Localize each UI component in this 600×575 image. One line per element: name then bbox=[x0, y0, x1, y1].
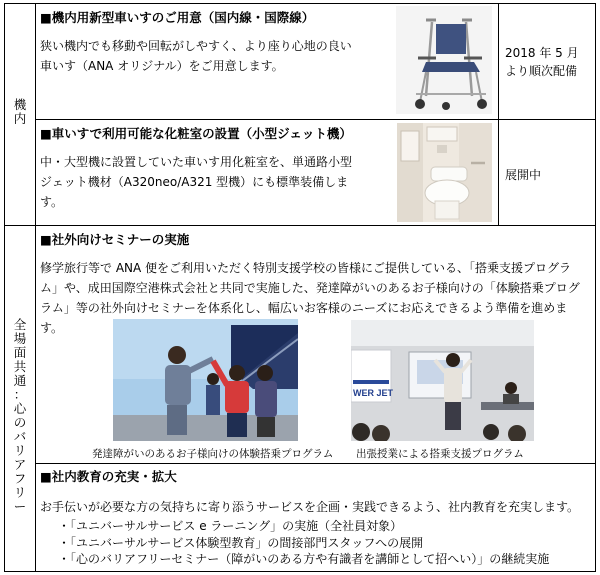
row-label-char: 機 bbox=[13, 97, 27, 112]
list-item: ・「ユニバーサルサービス e ラーニング」の実施（全社員対象） bbox=[58, 519, 403, 533]
education-body: お手伝いが必要な方の気持ちに寄り添うサービスを企画・実践できるよう、社内教育を充実します。 bbox=[40, 500, 580, 514]
row-label-char: ： bbox=[13, 387, 27, 402]
row-label-char: ー bbox=[13, 499, 27, 514]
status-column-divider bbox=[498, 3, 499, 225]
row-label-char: 共 bbox=[13, 359, 27, 374]
item-row-divider bbox=[35, 119, 596, 120]
row-label-char: リ bbox=[13, 485, 27, 500]
row-label-char: 場 bbox=[13, 331, 27, 346]
section-row-divider bbox=[4, 225, 596, 226]
item-body-lavatory: 中・大型機に設置していた車いす用化粧室を、単通路小型ジェット機材（A320neo/A321 型機）にも標準装備します。 bbox=[40, 155, 353, 209]
seminar-title: ■社外向けセミナーの実施 bbox=[40, 232, 190, 247]
banner-text: WER JET bbox=[353, 388, 394, 398]
row-label-char: フ bbox=[13, 471, 27, 486]
status-line: より順次配備 bbox=[505, 64, 578, 78]
row-label-char: リ bbox=[13, 443, 27, 458]
table-border-right bbox=[595, 3, 596, 572]
status-line: 2018 年 5 月 bbox=[505, 46, 579, 60]
subsection-row-divider bbox=[35, 463, 596, 464]
row-label-char: バ bbox=[13, 429, 27, 444]
education-title: ■社内教育の充実・拡大 bbox=[40, 469, 177, 484]
row-label-char: 内 bbox=[13, 111, 27, 126]
row-label-char: ア bbox=[13, 457, 27, 472]
list-item: ・「心のバリアフリーセミナー（障がいのある方や有識者を講師として招へい）」の継続実施 bbox=[58, 552, 550, 566]
row-label-char: 心 bbox=[13, 401, 27, 416]
wheelchair-photo bbox=[396, 6, 492, 114]
seminar-photo-left bbox=[113, 319, 298, 441]
item-title-lavatory: ■車いすで利用可能な化粧室の設置（小型ジェット機） bbox=[40, 126, 352, 141]
row-label-char: 面 bbox=[13, 345, 27, 360]
education-bullet-list bbox=[58, 518, 549, 568]
row-label-cabin bbox=[5, 98, 35, 126]
lavatory-photo bbox=[397, 123, 492, 222]
seminar-caption-left: 発達障がいのあるお子様向けの体験搭乗プログラム bbox=[92, 448, 334, 460]
seminar-caption-right: 出張授業による搭乗支援プログラム bbox=[356, 448, 524, 460]
status-line: 展開中 bbox=[505, 168, 542, 182]
item-status-wheelchair bbox=[505, 44, 593, 80]
row-label-char: の bbox=[13, 415, 27, 430]
row-label-char: 全 bbox=[13, 317, 27, 332]
item-title-wheelchair: ■機内用新型車いすのご用意（国内線・国際線） bbox=[40, 10, 315, 25]
item-status-lavatory bbox=[505, 166, 593, 184]
seminar-photo-right bbox=[351, 320, 534, 441]
row-label-common bbox=[5, 318, 35, 514]
row-label-char: 通 bbox=[13, 373, 27, 388]
label-column-divider bbox=[35, 3, 36, 572]
list-item: ・「ユニバーサルサービス体験型教育」の間接部門スタッフへの展開 bbox=[58, 535, 424, 550]
item-body-wheelchair: 狭い機内でも移動や回転がしやすく、より座り心地の良い車いす（ANA オリジナル）をご用意します。 bbox=[40, 39, 352, 73]
table-border-top bbox=[4, 3, 596, 4]
seminar-body: 修学旅行等で ANA 便をご利用いただく特別支援学校の皆様にご提供している、「搭乗支援プログラム」や、成田国際空港株式会社と共同で実施した、発達障がいのあるお子様向けの「体験搭乗プログラム」等の社外向けセミナーを体系化し、幅広いお客様のニーズにお応えできるよう準備を進めます。 bbox=[40, 261, 580, 335]
table-border-bottom bbox=[4, 571, 596, 572]
